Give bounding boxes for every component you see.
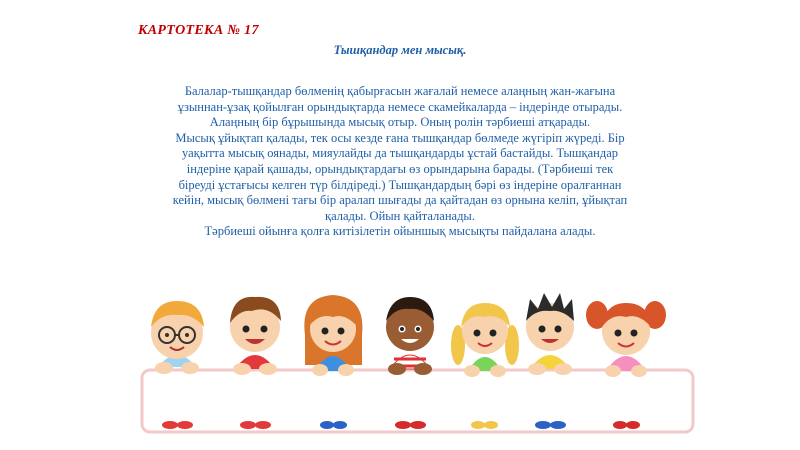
description-line: қалады. Ойын қайталанады. [325,208,475,223]
description-line: індеріне қарай қашады, орындықтардағы өз орындарына барады. (Тәрбиеші тек [186,161,614,176]
child-boy-glasses [151,301,204,374]
child-boy-red-shirt [230,297,281,375]
child-girl-blue-dress [304,295,362,376]
child-girl-pink-dress [586,301,666,377]
description-line: Балалар-тышқандар бөлменің қабырғасын жағалай немесе алаңның жан-жағына [184,84,616,98]
card-number-heading: КАРТОТЕКА № 17 [138,23,259,38]
game-description [130,84,670,240]
child-boy-yellow-shirt [526,293,574,375]
description-line: уақытта мысық оянады, мияулайды да тышқандарды ұстай бастайды. Тышқандар [181,146,619,161]
description-line: біреуді ұстағысы келген түр білдіреді.) Тышқандардың бәрі өз індеріне оралғаннан [178,177,622,192]
description-line: кейін, мысық бөлмені тағы бір аралап шығады да қайтадан өз орнына келіп, ұйықтап [172,193,628,208]
description-line: Тәрбиеші ойынға қолға китізілетін ойыншық мысықты пайдалана алады. [204,224,596,239]
children-illustration [140,275,695,435]
description-line: ұзыннан-ұзақ қойылған орындықтарда немесе скамейкаларда – індерінде отырады. [177,99,623,114]
game-title: Тышқандар мен мысық. [333,43,467,57]
child-girl-pigtails [451,303,519,377]
child-boy-striped-shirt [386,297,434,375]
description-line: Мысық ұйықтап қалады, тек осы кезде ғана тышқандар бөлмеде жүгіріп жүреді. Бір [175,130,625,145]
description-line: Алаңның бір бұрышында мысық отыр. Оның ролін тәрбиеші атқарады. [209,115,591,130]
